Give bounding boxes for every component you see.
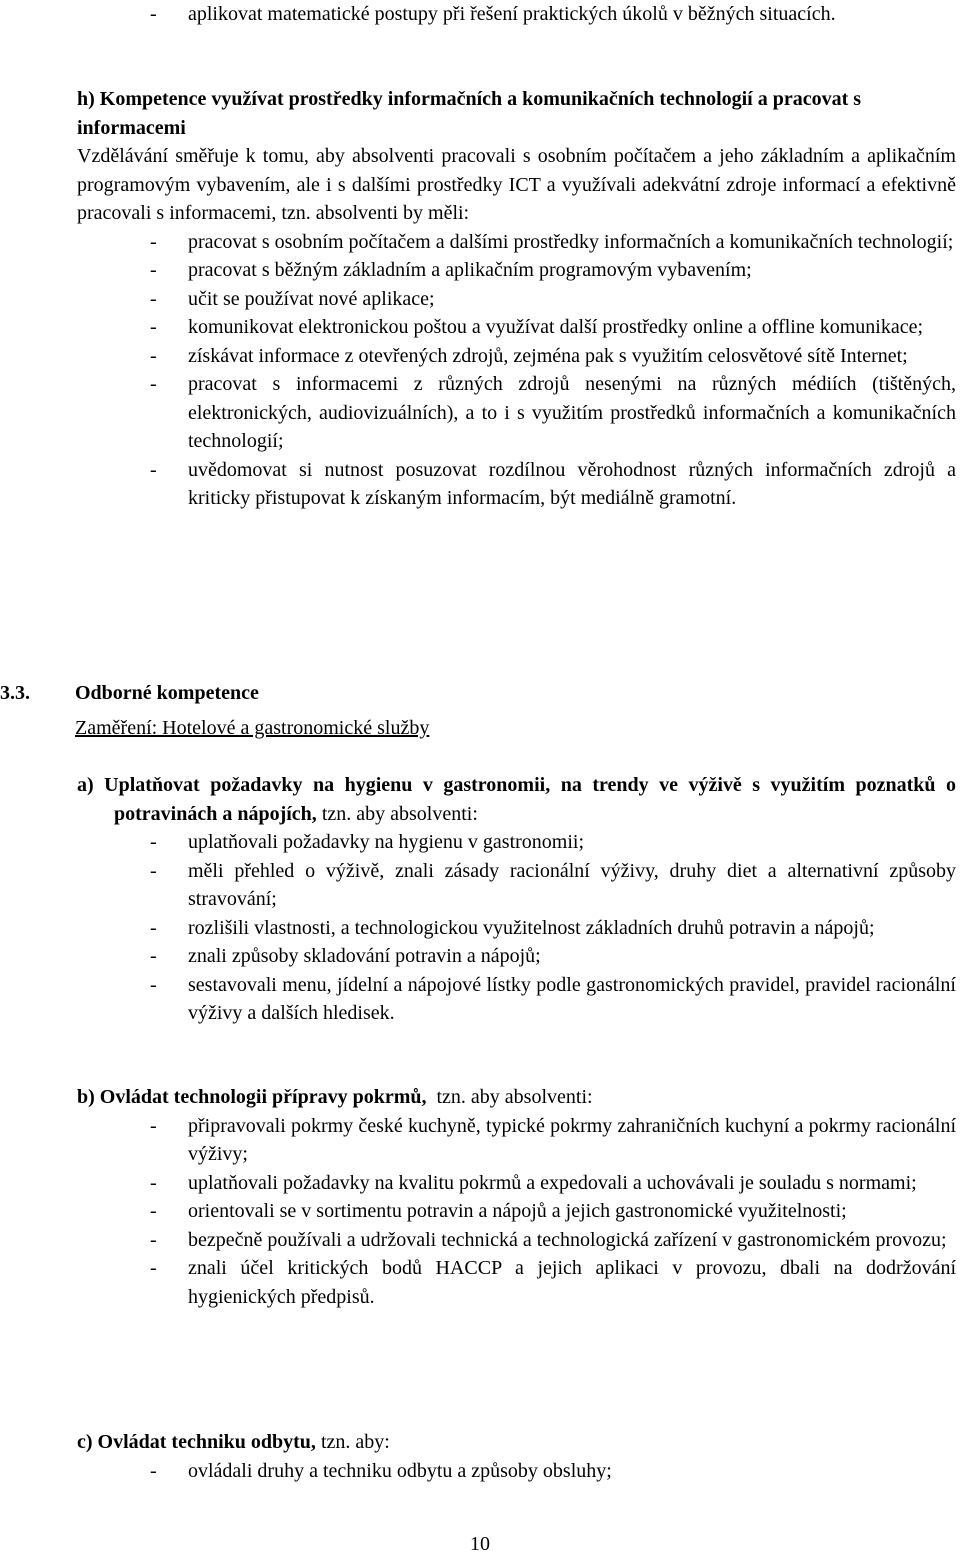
list-item bbox=[77, 1254, 956, 1311]
list-dash: - bbox=[150, 373, 157, 395]
competence-b-heading-bold: b) Ovládat technologii přípravy pokrmů, bbox=[77, 1086, 427, 1108]
list-item bbox=[77, 1226, 956, 1255]
list-item-text: uvědomovat si nutnost posuzovat rozdílnou věrohodnost různých informačních zdrojů a kriticky přistupovat k získaným informacím, být mediálně gramotní. bbox=[188, 458, 956, 509]
competence-c-heading-rest: tzn. aby: bbox=[315, 1431, 390, 1453]
list-item-text: uplatňovali požadavky na hygienu v gastronomii; bbox=[188, 831, 585, 853]
list-item-text: orientovali se v sortimentu potravin a nápojů a jejich gastronomické využitelnosti; bbox=[188, 1200, 847, 1222]
list-item-text: komunikovat elektronickou poštou a využívat další prostředky online a offline komunikace; bbox=[188, 316, 924, 338]
list-item-text: připravovali pokrmy české kuchyně, typické pokrmy zahraničních kuchyní a pokrmy racionální výživy; bbox=[188, 1114, 956, 1165]
competence-h-list bbox=[77, 228, 956, 513]
competence-a bbox=[77, 771, 956, 1028]
list-item-text: ovládali druhy a techniku odbytu a způsoby obsluhy; bbox=[188, 1459, 612, 1482]
list-item-text: uplatňovali požadavky na kvalitu pokrmů a expedovali a uchovávali je souladu s normami; bbox=[188, 1171, 917, 1194]
list-item bbox=[77, 1112, 956, 1169]
list-item bbox=[77, 1197, 956, 1226]
competence-h-paragraph: Vzdělávání směřuje k tomu, aby absolventi pracovali s osobním počítačem a jeho základním a aplikačním programovým vybavením, ale i s dalšími prostředky ICT a využívali adekvátní zdroje informací a efektivně pracovali s informacemi, tzn. absolventi by měli: bbox=[77, 145, 956, 224]
list-item-text: pracovat s běžným základním a aplikačním programovým vybavením; bbox=[188, 259, 752, 281]
list-dash: - bbox=[150, 1200, 157, 1222]
list-item-text: získávat informace z otevřených zdrojů, zejména pak s využitím celosvětové sítě Internet; bbox=[188, 344, 908, 367]
list-item bbox=[77, 228, 956, 257]
competence-c-list bbox=[77, 1457, 956, 1486]
competence-b-heading-rest: tzn. aby absolventi: bbox=[426, 1086, 593, 1108]
section-focus: Zaměření: Hotelové a gastronomické služby bbox=[75, 717, 430, 739]
list-dash: - bbox=[150, 945, 157, 967]
competence-c-heading bbox=[77, 1428, 956, 1457]
list-item bbox=[77, 1457, 956, 1486]
list-item bbox=[77, 0, 956, 29]
competence-h bbox=[77, 85, 956, 513]
list-item bbox=[77, 828, 956, 857]
section-title: Odborné kompetence bbox=[75, 682, 259, 704]
section-number: 3.3. bbox=[0, 682, 30, 704]
list-dash: - bbox=[150, 1257, 157, 1279]
competence-a-heading-bold: a) Uplatňovat požadavky na hygienu v gastronomii, na trendy ve výživě s využitím poznatků o potravinách a nápojích, bbox=[77, 774, 956, 825]
list-item-text: učit se používat nové aplikace; bbox=[188, 287, 435, 310]
competence-a-heading-rest: tzn. aby absolventi: bbox=[316, 802, 478, 825]
list-item-text: rozlišili vlastnosti, a technologickou využitelnost základních druhů potravin a nápojů; bbox=[188, 916, 875, 939]
list-dash: - bbox=[150, 916, 157, 939]
list-item-text: pracovat s osobním počítačem a dalšími prostředky informačních a komunikačních technologií; bbox=[188, 230, 954, 253]
competence-c-heading-bold: c) Ovládat techniku odbytu, bbox=[77, 1431, 316, 1453]
list-dash: - bbox=[150, 458, 157, 481]
competence-b bbox=[77, 1083, 956, 1311]
competence-a-heading bbox=[77, 771, 956, 828]
list-item bbox=[77, 971, 956, 1028]
list-item-text: bezpečně používali a udržovali technická a technologická zařízení v gastronomickém provozu; bbox=[188, 1228, 947, 1251]
section-focus-wrap bbox=[75, 714, 954, 743]
list-dash: - bbox=[150, 1171, 157, 1194]
list-item-text: měli přehled o výživě, znali zásady racionální výživy, druhy diet a alternativní způsoby stravování; bbox=[188, 859, 956, 910]
competence-b-list bbox=[77, 1112, 956, 1312]
list-item-text: aplikovat matematické postupy při řešení praktických úkolů v běžných situacích. bbox=[188, 3, 836, 25]
list-item bbox=[77, 313, 956, 342]
list-dash: - bbox=[150, 859, 157, 882]
list-item bbox=[77, 1169, 956, 1198]
list-item-text: sestavovali menu, jídelní a nápojové lístky podle gastronomických pravidel, pravidel racionální výživy a dalších hledisek. bbox=[188, 973, 956, 1024]
list-dash: - bbox=[150, 230, 157, 253]
competence-h-heading: h) Kompetence využívat prostředky informačních a komunikačních technologií a pracovat s informacemi bbox=[77, 88, 862, 139]
list-dash: - bbox=[150, 3, 157, 25]
top-list bbox=[77, 0, 956, 29]
list-item-text: pracovat s informacemi z různých zdrojů nesenými na různých médiích (tištěných, elektronických, audiovizuálních), a to i s využitím prostředků informačních a komunikačních technologií; bbox=[188, 373, 956, 452]
list-dash: - bbox=[150, 973, 157, 996]
list-item-text: znali způsoby skladování potravin a nápojů; bbox=[188, 945, 541, 967]
list-dash: - bbox=[150, 316, 157, 338]
list-item bbox=[77, 342, 956, 371]
page-number: 10 bbox=[470, 1533, 490, 1555]
list-item bbox=[77, 857, 956, 914]
list-item bbox=[77, 256, 956, 285]
competence-b-heading bbox=[77, 1083, 956, 1112]
list-dash: - bbox=[150, 287, 157, 310]
list-item-text: znali účel kritických bodů HACCP a jejich aplikaci v provozu, dbali na dodržování hygienických předpisů. bbox=[188, 1257, 956, 1308]
list-dash: - bbox=[150, 344, 157, 367]
list-dash: - bbox=[150, 831, 157, 853]
list-dash: - bbox=[150, 1459, 157, 1482]
list-dash: - bbox=[150, 259, 157, 281]
list-item bbox=[77, 370, 956, 456]
list-item bbox=[77, 942, 956, 971]
list-item bbox=[77, 914, 956, 943]
competence-a-list bbox=[77, 828, 956, 1028]
list-item bbox=[77, 456, 956, 513]
list-item bbox=[77, 285, 956, 314]
competence-c bbox=[77, 1428, 956, 1485]
list-dash: - bbox=[150, 1228, 157, 1251]
list-dash: - bbox=[150, 1114, 157, 1137]
